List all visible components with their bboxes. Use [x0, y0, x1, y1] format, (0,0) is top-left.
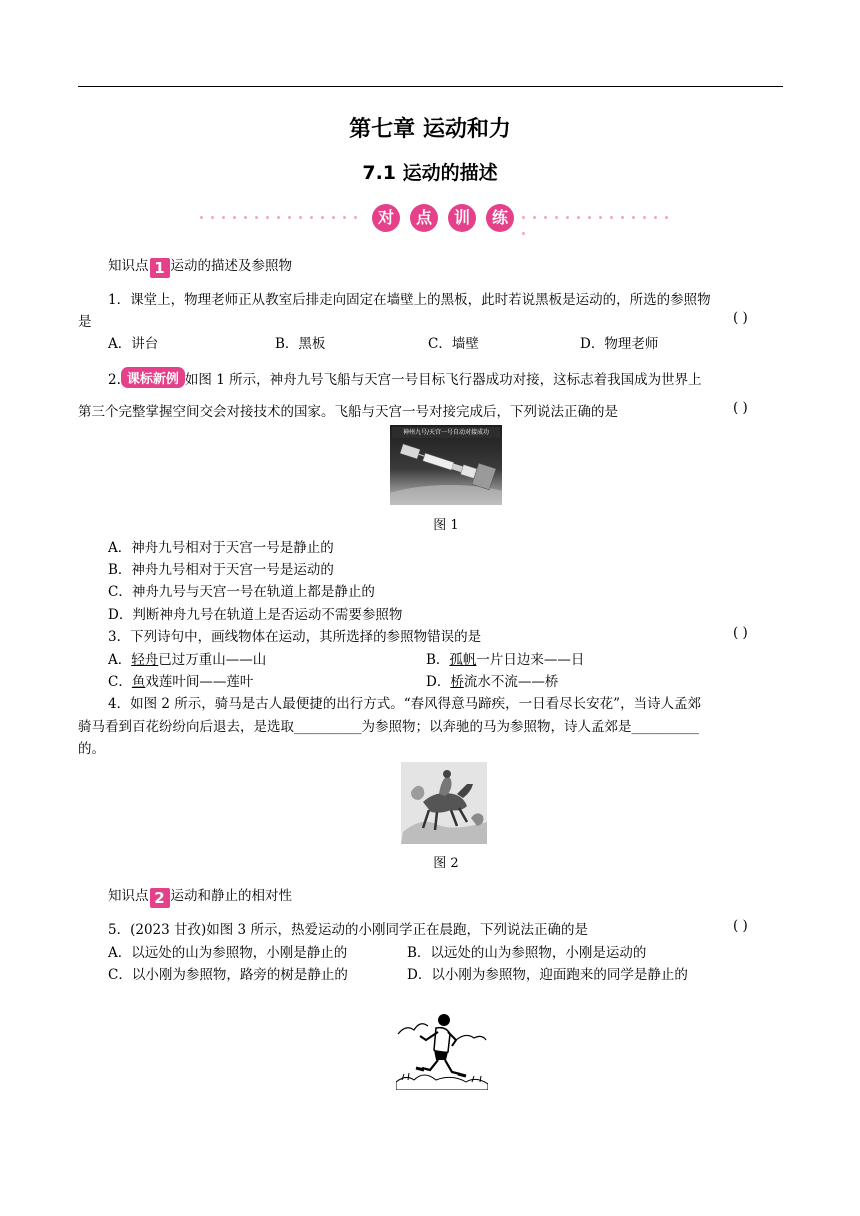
banner-char: 对: [372, 204, 400, 232]
knowledge-point-prefix: 知识点: [108, 258, 149, 274]
q1-option-c: C．墙壁: [428, 336, 479, 352]
q2-option-d: D．判断神舟九号在轨道上是否运动不需要参照物: [108, 607, 403, 623]
top-rule: [78, 86, 783, 87]
option-label: B．: [426, 652, 450, 668]
figure-1-caption: 图 1: [433, 518, 459, 533]
q5-option-c: C．以小刚为参照物，路旁的树是静止的: [108, 967, 348, 983]
q3-stem: 3．下列诗句中，画线物体在运动，其所选择的参照物错误的是: [108, 629, 482, 645]
practice-banner: [200, 204, 680, 232]
q4-stem-line1: 4．如图 2 所示，骑马是古人最便捷的出行方式。“春风得意马蹄疾，一日看尽长安花”，当诗人孟郊: [108, 696, 702, 712]
option-label: C．: [108, 674, 132, 690]
option-text: 已过万重山——山: [158, 652, 267, 668]
option-text: 流水不流——桥: [463, 674, 559, 690]
q1-stem-line1: 1．课堂上，物理老师正从教室后排走向固定在墙壁上的黑板，此时若说黑板是运动的，所选的参照物: [108, 292, 711, 308]
option-label: A．: [108, 652, 132, 668]
banner-char: 训: [448, 204, 476, 232]
q5-option-b: B．以远处的山为参照物，小刚是运动的: [407, 945, 647, 961]
q3-option-a: [108, 648, 266, 668]
underlined-word: 孤帆: [449, 652, 477, 668]
q3-answer-blank[interactable]: ( ): [733, 625, 748, 641]
banner-dots-left: [200, 216, 365, 220]
banner-char: 点: [410, 204, 438, 232]
q2-option-a: A．神舟九号相对于天宫一号是静止的: [108, 540, 334, 556]
horse-rider-illustration: [401, 762, 487, 844]
q2-stem-line2: 第三个完整掌握空间交会对接技术的国家。飞船与天宫一号对接完成后，下列说法正确的是: [78, 404, 618, 420]
q1-stem-line2: 是: [78, 314, 92, 330]
runner-illustration: [396, 1010, 488, 1090]
underlined-word: 轻舟: [131, 652, 159, 668]
q5-option-d: D．以小刚为参照物，迎面跑来的同学是静止的: [407, 967, 688, 983]
q2-stem-text: 如图 1 所示，神舟九号飞船与天宫一号目标飞行器成功对接，这标志着我国成为世界上: [184, 372, 702, 388]
q4-stem-line2[interactable]: 骑马看到百花纷纷向后退去，是选取__________为参照物；以奔驰的马为参照物，诗人孟郊是__________: [78, 719, 699, 735]
figure-1-spacecraft-image: [390, 425, 502, 505]
q5-stem: 5．(2023 甘孜)如图 3 所示，热爱运动的小刚同学正在晨跑，下列说法正确的是: [108, 922, 588, 938]
q3-option-c: [108, 670, 253, 690]
new-curriculum-tag: 课标新例: [121, 367, 185, 388]
q5-answer-blank[interactable]: ( ): [733, 918, 748, 934]
knowledge-point-number: 2: [150, 888, 170, 908]
section-title: 7.1 运动的描述: [362, 162, 498, 184]
q2-number: 2.: [108, 372, 121, 388]
option-text: 一片日边来——日: [476, 652, 585, 668]
q2-stem-line1: [108, 367, 702, 388]
q1-answer-blank[interactable]: ( ): [733, 310, 748, 326]
q2-answer-blank[interactable]: ( ): [733, 400, 748, 416]
knowledge-point-2-heading: [108, 884, 292, 908]
option-text: 戏莲叶间——莲叶: [145, 674, 254, 690]
chapter-title: 第七章 运动和力: [349, 117, 511, 142]
banner-char: 练: [486, 204, 514, 232]
q2-option-c: C．神舟九号与天宫一号在轨道上都是静止的: [108, 584, 375, 600]
banner-title: [372, 204, 520, 232]
knowledge-point-title: 运动和静止的相对性: [170, 888, 292, 904]
knowledge-point-prefix: 知识点: [108, 888, 149, 904]
knowledge-point-number: 1: [150, 258, 170, 278]
q4-stem-line3: 的。: [78, 741, 105, 757]
q1-option-b: B．黑板: [275, 336, 326, 352]
q5-option-a: A．以远处的山为参照物，小刚是静止的: [108, 945, 348, 961]
q1-option-a: A．讲台: [108, 336, 159, 352]
figure-2-horse-rider-image: [401, 762, 487, 844]
q2-option-b: B．神舟九号相对于天宫一号是运动的: [108, 562, 334, 578]
q3-option-d: [426, 670, 558, 690]
q1-option-d: D．物理老师: [580, 336, 659, 352]
knowledge-point-title: 运动的描述及参照物: [170, 258, 292, 274]
underlined-word: 鱼: [131, 674, 146, 690]
figure-1-banner: 神州九号/天宫一号自动对接成功: [392, 427, 500, 438]
q3-option-b: [426, 648, 584, 668]
spacecraft-illustration: [390, 425, 502, 505]
knowledge-point-1-heading: [108, 254, 292, 278]
figure-3-runner-image: [396, 1010, 488, 1090]
underlined-word: 桥: [450, 674, 464, 690]
figure-2-caption: 图 2: [433, 856, 459, 871]
option-label: D．: [426, 674, 451, 690]
banner-dots-right: [522, 216, 682, 220]
